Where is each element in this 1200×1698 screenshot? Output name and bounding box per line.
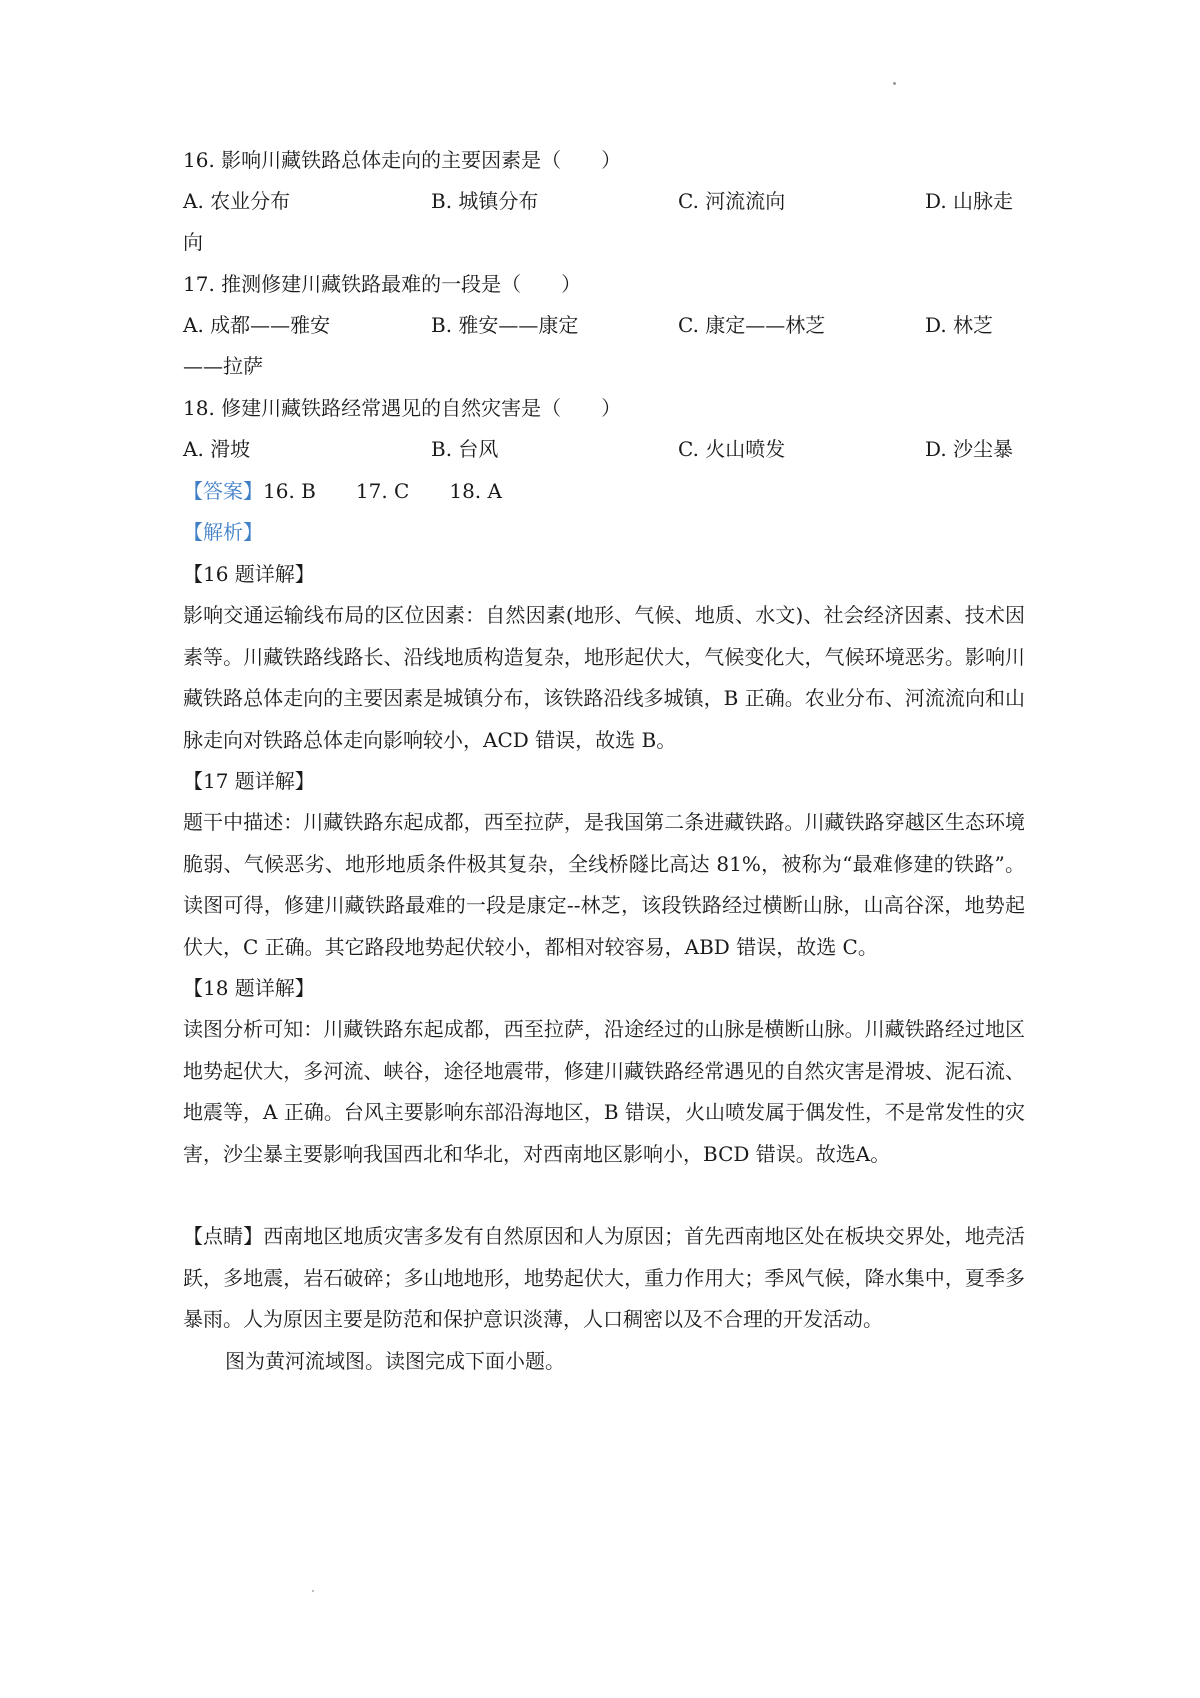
option-b: B. 台风 [431,437,499,461]
question-16-option-wrap: 向 [183,230,203,254]
option-c: C. 火山喷发 [678,437,786,461]
question-17-option-wrap: ——拉萨 [183,354,263,378]
detail-18-text: 读图分析可知：川藏铁路东起成都，西至拉萨，沿途经过的山脉是横断山脉。川藏铁路经过地区地势起伏大，多河流、峡谷，途径地震带，修建川藏铁路经常遇见的自然灾害是滑坡、泥石流、地震等，A 正确。台风主要影响东部沿海地区，B 错误，火山喷发属于偶发性，不是常发性的灾害，沙尘暴主要影响我国西北和华北，对西南地区影响小，BCD 错误。故选A。 [183,1017,1025,1166]
option-a: A. 成都——雅安 [183,313,331,337]
question-16-options [183,181,1023,222]
answer-16: 16. B [263,479,316,503]
detail-16-text: 影响交通运输线布局的区位因素：自然因素(地形、气候、地质、水文)、社会经济因素、技术因素等。川藏铁路线路长、沿线地质构造复杂，地形起伏大，气候变化大，气候环境恶劣。影响川藏铁路总体走向的主要因素是城镇分布，该铁路沿线多城镇，B 正确。农业分布、河流流向和山脉走向对铁路总体走向影响较小，ACD 错误，故选 B。 [183,603,1025,752]
detail-17-text: 题干中描述：川藏铁路东起成都，西至拉萨，是我国第二条进藏铁路。川藏铁路穿越区生态环境脆弱、气候恶劣、地形地质条件极其复杂，全线桥隧比高达 81%，被称为“最难修建的铁路”。读图可得，修建川藏铁路最难的一段是康定--林芝，该段铁路经过横断山脉，山高谷深，地势起伏大，C 正确。其它路段地势起伏较小，都相对较容易，ABD 错误，故选 C。 [183,810,1025,959]
question-18-options [183,429,1023,470]
question-17-stem: 17. 推测修建川藏铁路最难的一段是（ ） [183,272,582,296]
detail-17-heading: 【17 题详解】 [183,769,315,793]
option-c: C. 河流流向 [678,189,786,213]
answer-18: 18. A [449,479,502,503]
analysis-label: 【解析】 [183,520,263,544]
answer-label: 【答案】 [183,479,263,503]
next-question-intro: 图为黄河流域图。读图完成下面小题。 [225,1349,565,1373]
tip-paragraph: 【点睛】西南地区地质灾害多发有自然原因和人为原因；首先西南地区处在板块交界处，地壳活跃，多地震，岩石破碎；多山地地形，地势起伏大，重力作用大；季风气候，降水集中，夏季多暴雨。人为原因主要是防范和保护意识淡薄，人口稠密以及不合理的开发活动。 [183,1224,1025,1331]
option-b: B. 城镇分布 [431,189,539,213]
detail-16-heading: 【16 题详解】 [183,562,315,586]
option-a: A. 农业分布 [183,189,291,213]
scan-dot [312,1590,314,1592]
answer-line [183,471,1023,512]
option-c: C. 康定——林芝 [678,313,826,337]
question-16-stem: 16. 影响川藏铁路总体走向的主要因素是（ ） [183,148,622,172]
answer-17: 17. C [355,479,410,503]
option-d: D. 林芝 [925,313,994,337]
detail-18-heading: 【18 题详解】 [183,976,315,1000]
question-18-stem: 18. 修建川藏铁路经常遇见的自然灾害是（ ） [183,396,622,420]
option-a: A. 滑坡 [183,437,251,461]
option-d: D. 沙尘暴 [925,437,1014,461]
option-d: D. 山脉走 [925,189,1014,213]
question-17-options [183,305,1023,346]
option-b: B. 雅安——康定 [431,313,579,337]
scan-dot [893,82,896,85]
